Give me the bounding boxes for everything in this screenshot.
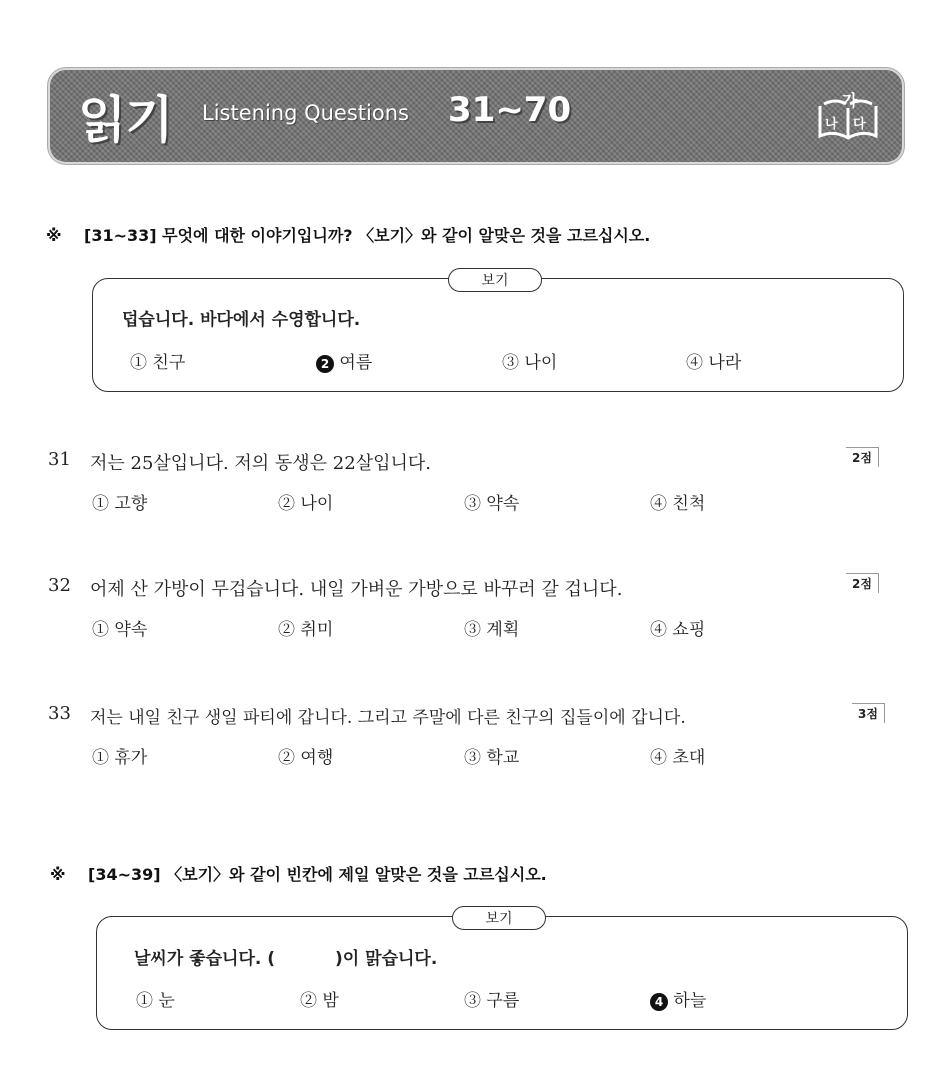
- example-label: 보기: [452, 906, 546, 930]
- answer-option[interactable]: ② 여행: [278, 748, 334, 768]
- answer-option[interactable]: ④ 친척: [650, 494, 706, 514]
- question-number: 32: [48, 575, 71, 596]
- answer-option[interactable]: ③ 계획: [464, 620, 520, 640]
- example-option-1: ① 눈: [136, 991, 175, 1011]
- example-option-2: ② 밤: [300, 991, 339, 1011]
- answer-option[interactable]: ④ 쇼핑: [650, 620, 706, 640]
- answer-option[interactable]: ④ 초대: [650, 748, 706, 768]
- example-sentence: 덥습니다. 바다에서 수영합니다.: [122, 310, 361, 330]
- section-subtitle: Listening Questions: [202, 101, 409, 125]
- svg-text:다: 다: [853, 117, 866, 132]
- example-option-4-selected: 4 하늘: [650, 986, 706, 1011]
- instruction-text: [31~33] 무엇에 대한 이야기입니까? 〈보기〉와 같이 알맞은 것을 고르십시오.: [84, 226, 651, 245]
- answer-option[interactable]: ① 고향: [92, 494, 148, 514]
- answer-option[interactable]: ③ 약속: [464, 494, 520, 514]
- instruction-34-39: [50, 862, 547, 885]
- example-option-2-selected: 2 여름: [316, 348, 372, 373]
- example-label: 보기: [448, 268, 542, 292]
- svg-text:가: 가: [842, 92, 858, 110]
- answer-option[interactable]: ① 약속: [92, 620, 148, 640]
- note-mark: ※: [46, 226, 62, 245]
- answer-option[interactable]: ① 휴가: [92, 748, 148, 768]
- example-sentence: 날씨가 좋습니다. ( )이 맑습니다.: [134, 949, 438, 969]
- points-badge: 3점: [852, 703, 885, 723]
- example-option-3: ③ 구름: [464, 991, 520, 1011]
- example-box-1: [92, 278, 904, 392]
- example-option-4: ④ 나라: [686, 353, 742, 373]
- selected-answer-icon: 4: [650, 993, 668, 1011]
- question-text: 저는 25살입니다. 저의 동생은 22살입니다.: [90, 453, 431, 474]
- question-text: 저는 내일 친구 생일 파티에 갑니다. 그리고 주말에 다른 친구의 집들이에 갑니다.: [90, 708, 686, 728]
- points-badge: 2점: [846, 573, 879, 593]
- example-option-3: ③ 나이: [502, 353, 558, 373]
- section-header-banner: [50, 70, 902, 162]
- instruction-text: [34~39] 〈보기〉와 같이 빈칸에 제일 알맞은 것을 고르십시오.: [88, 865, 547, 884]
- note-mark: ※: [50, 865, 66, 884]
- answer-option[interactable]: ② 취미: [278, 620, 334, 640]
- section-title: 읽기: [78, 91, 173, 149]
- svg-text:나: 나: [825, 117, 838, 132]
- selected-answer-icon: 2: [316, 355, 334, 373]
- answer-option[interactable]: ② 나이: [278, 494, 334, 514]
- answer-option[interactable]: ③ 학교: [464, 748, 520, 768]
- question-range: 31~70: [448, 90, 572, 130]
- question-number: 33: [48, 703, 71, 724]
- question-number: 31: [48, 449, 71, 470]
- points-badge: 2점: [846, 447, 879, 467]
- book-ga-na-da-icon: [816, 92, 880, 144]
- question-text: 어제 산 가방이 무겁습니다. 내일 가벼운 가방으로 바꾸러 갈 겁니다.: [90, 579, 623, 600]
- example-box-2: [96, 916, 908, 1030]
- instruction-31-33: [46, 223, 650, 246]
- example-option-1: ① 친구: [130, 353, 186, 373]
